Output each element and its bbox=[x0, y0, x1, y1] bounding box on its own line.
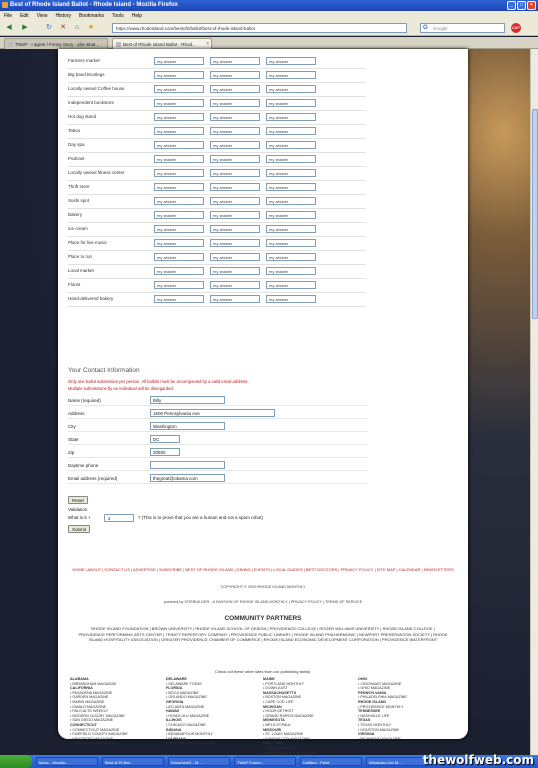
ballot-answer-input[interactable]: my answer bbox=[154, 253, 204, 261]
ballot-answer-input[interactable]: my answer bbox=[266, 225, 316, 233]
contact-field-label: Email address (required) bbox=[68, 476, 118, 481]
ballot-answer-input[interactable]: my answer bbox=[154, 169, 204, 177]
captcha-explanation: ? (This is to prove that you are a human and not a spam robot) bbox=[138, 515, 263, 520]
ballot-answer-input[interactable]: my answer bbox=[266, 253, 316, 261]
sister-site-link[interactable]: • RICHMOND MAGAZINE bbox=[358, 737, 407, 742]
navigation-toolbar bbox=[0, 20, 538, 36]
row-divider bbox=[68, 306, 366, 307]
sister-site-link[interactable]: • GARDEN MAGAZINE bbox=[70, 695, 128, 700]
ballot-row bbox=[68, 155, 368, 163]
ballot-answer-input[interactable]: my answer bbox=[210, 85, 260, 93]
row-divider bbox=[68, 292, 366, 293]
sister-site-link[interactable]: • DOWN EAST bbox=[263, 686, 316, 691]
taskbar-task[interactable]: Document1 - M... bbox=[168, 757, 230, 766]
state-heading: NEW YORK bbox=[263, 741, 284, 746]
ballot-row bbox=[68, 99, 368, 107]
sister-site-link[interactable]: • CINCINNATI MAGAZINE bbox=[358, 682, 407, 687]
ballot-answer-input[interactable]: my answer bbox=[266, 57, 316, 65]
favicon-icon bbox=[116, 42, 121, 47]
taskbar-task[interactable]: Untitled - Paint bbox=[300, 757, 362, 766]
contact-field-input[interactable]: Washington bbox=[150, 422, 225, 430]
ballot-answer-input[interactable]: my answer bbox=[154, 211, 204, 219]
sister-site-link[interactable]: • MPLS.ST.PAUL bbox=[263, 723, 316, 728]
ballot-answer-input[interactable]: my answer bbox=[266, 127, 316, 135]
sister-site-link[interactable]: • BOCA MAGAZINE bbox=[166, 691, 216, 696]
ballot-category-label: Hot dog stand bbox=[68, 114, 97, 119]
ballot-answer-input[interactable]: my answer bbox=[154, 239, 204, 247]
ballot-row bbox=[68, 281, 368, 289]
ballot-answer-input[interactable]: my answer bbox=[154, 85, 204, 93]
contact-heading: Your Contact Information bbox=[68, 367, 140, 374]
favicon-icon bbox=[8, 42, 13, 47]
ballot-category-label: Hand-delivered bakery bbox=[68, 296, 114, 301]
ballot-answer-input[interactable]: my answer bbox=[154, 71, 204, 79]
ballot-row bbox=[68, 183, 368, 191]
ballot-row bbox=[68, 211, 368, 219]
bookmark-star-icon[interactable]: ★ bbox=[87, 24, 95, 31]
state-heading: FLORIDA bbox=[166, 686, 183, 691]
ballot-row bbox=[68, 113, 368, 121]
ballot-row bbox=[68, 85, 368, 93]
search-input[interactable] bbox=[420, 23, 505, 33]
maximize-button[interactable]: □ bbox=[517, 1, 526, 10]
ballot-answer-input[interactable]: my answer bbox=[266, 267, 316, 275]
ballot-category-label: Day spa bbox=[68, 142, 85, 147]
row-divider bbox=[68, 278, 366, 279]
state-heading: GEORGIA bbox=[166, 699, 184, 704]
row-divider bbox=[68, 166, 366, 167]
row-divider bbox=[68, 180, 366, 181]
contact-note: Only one ballot submission per person. All ballots must be accompanied by a valid email address. bbox=[68, 379, 249, 384]
row-divider bbox=[68, 222, 366, 223]
contact-field-input[interactable]: Billy bbox=[150, 396, 225, 404]
sister-site-link[interactable]: • CAPE COD LIFE bbox=[263, 700, 316, 705]
state-heading: VIRGINIA bbox=[358, 732, 375, 737]
contact-row bbox=[68, 408, 368, 419]
ballot-answer-input[interactable]: my answer bbox=[210, 71, 260, 79]
ballot-answer-input[interactable]: my answer bbox=[154, 155, 204, 163]
ballot-answer-input[interactable]: my answer bbox=[210, 169, 260, 177]
ballot-answer-input[interactable]: my answer bbox=[210, 225, 260, 233]
community-partners-heading: COMMUNITY PARTNERS bbox=[224, 615, 302, 622]
ballot-answer-input[interactable]: my answer bbox=[154, 127, 204, 135]
close-button[interactable]: × bbox=[527, 1, 536, 10]
ballot-answer-input[interactable]: my answer bbox=[266, 281, 316, 289]
ballot-category-label: Local market bbox=[68, 268, 94, 273]
start-button[interactable] bbox=[0, 755, 32, 768]
abp-icon[interactable]: ABP bbox=[511, 23, 521, 33]
ballot-answer-input[interactable]: my answer bbox=[154, 225, 204, 233]
sister-site-link[interactable]: • HOUSTON MAGAZINE bbox=[358, 728, 407, 733]
ballot-answer-input[interactable]: my answer bbox=[266, 71, 316, 79]
state-heading: RHODE ISLAND bbox=[358, 699, 387, 704]
sister-site-link[interactable]: • ORLANDO MAGAZINE bbox=[166, 695, 216, 700]
contact-field-input[interactable] bbox=[150, 461, 225, 469]
sister-sites-column bbox=[358, 677, 407, 741]
menu-tools[interactable]: Tools bbox=[112, 13, 124, 19]
ballot-category-label: Bakery bbox=[68, 212, 83, 217]
state-heading: TENNESSEE bbox=[358, 709, 381, 714]
state-heading: HAWAII bbox=[166, 709, 180, 714]
sister-site-link[interactable]: • PROVIDENCE MONTHLY bbox=[358, 705, 407, 710]
state-heading: PENNSYLVANIA bbox=[358, 690, 387, 695]
state-heading: TEXAS bbox=[358, 718, 371, 723]
sister-sites-column bbox=[263, 677, 316, 760]
contact-field-input[interactable]: DC bbox=[150, 435, 180, 443]
ballot-answer-input[interactable]: my answer bbox=[154, 267, 204, 275]
sister-site-link[interactable]: • BOSTON MAGAZINE bbox=[263, 695, 316, 700]
ballot-row bbox=[68, 225, 368, 233]
ballot-answer-input[interactable]: my answer bbox=[266, 197, 316, 205]
menu-history[interactable]: History bbox=[55, 13, 71, 19]
state-heading: MASSACHUSETTS bbox=[263, 690, 297, 695]
taskbar-task[interactable]: Windows Live M... bbox=[366, 757, 428, 766]
sister-site-link[interactable]: • HOUR DETROIT bbox=[263, 709, 316, 714]
state-heading: DELAWARE bbox=[166, 677, 187, 681]
ballot-category-label: Florist bbox=[68, 282, 81, 287]
ballot-answer-input[interactable]: my answer bbox=[266, 99, 316, 107]
state-heading: ILLINOIS bbox=[166, 718, 182, 723]
contact-field-label: Name (required) bbox=[68, 398, 101, 403]
sister-site-link[interactable]: • OHIO MAGAZINE bbox=[358, 686, 407, 691]
ballot-answer-input[interactable]: my answer bbox=[210, 281, 260, 289]
sister-sites-column bbox=[166, 677, 216, 746]
search-placeholder: Google bbox=[433, 26, 448, 31]
menu-edit[interactable]: Edit bbox=[20, 13, 29, 19]
vertical-scrollbar[interactable] bbox=[530, 49, 538, 755]
contact-field-label: City bbox=[68, 424, 76, 429]
sister-site-link[interactable]: • HUDSON VALLEY MAGAZINE bbox=[263, 751, 316, 756]
sister-site-link[interactable]: • WESTPORT MAGAZINE bbox=[70, 737, 128, 742]
powered-by-text[interactable]: powered by SITEBUILDER - A DIVISION OF RHODE ISLAND MONTHLY | PRIVACY POLICY | TERMS OF SERVICE bbox=[163, 600, 363, 604]
row-divider bbox=[68, 194, 366, 195]
ballot-answer-input[interactable]: my answer bbox=[210, 253, 260, 261]
stop-icon[interactable]: ✕ bbox=[60, 24, 66, 31]
state-heading: CONNECTICUT bbox=[70, 722, 97, 727]
browser-viewport bbox=[0, 49, 530, 755]
ballot-answer-input[interactable]: my answer bbox=[210, 99, 260, 107]
ballot-row bbox=[68, 267, 368, 275]
ballot-category-label: Farmers market bbox=[68, 58, 100, 63]
minimize-button[interactable]: _ bbox=[507, 1, 516, 10]
ballot-answer-input[interactable]: my answer bbox=[210, 183, 260, 191]
ballot-answer-input[interactable]: my answer bbox=[210, 127, 260, 135]
sister-site-link[interactable]: • DELAWARE TODAY bbox=[166, 682, 216, 687]
ballot-answer-input[interactable]: my answer bbox=[210, 295, 260, 303]
sister-site-link[interactable]: • FAIRFIELD COUNTY MAGAZINE bbox=[70, 732, 128, 737]
window-titlebar bbox=[0, 0, 538, 11]
row-divider bbox=[68, 110, 366, 111]
state-heading: MINNESOTA bbox=[263, 718, 285, 723]
sister-site-link[interactable]: • PORTLAND MONTHLY bbox=[263, 682, 316, 687]
ballot-row bbox=[68, 141, 368, 149]
ballot-category-label: Locally owned fitness center bbox=[68, 170, 125, 175]
back-icon[interactable]: ◀ bbox=[6, 24, 12, 31]
ballot-row bbox=[68, 127, 368, 135]
tab-close-icon[interactable]: × bbox=[206, 41, 209, 47]
ballot-row bbox=[68, 57, 368, 65]
ballot-answer-input[interactable]: my answer bbox=[210, 155, 260, 163]
row-divider bbox=[68, 208, 366, 209]
tab-label: Best of Rhode Island Ballot - Rhod... bbox=[123, 42, 196, 47]
sister-site-link[interactable]: • MARIN MAGAZINE bbox=[70, 700, 128, 705]
sister-sites-heading: Check out these other sites from our publishing family: bbox=[214, 669, 312, 674]
ballot-answer-input[interactable]: my answer bbox=[266, 211, 316, 219]
ballot-answer-input[interactable]: my answer bbox=[154, 141, 204, 149]
contact-row bbox=[68, 447, 368, 458]
state-heading: MISSOURI bbox=[263, 727, 282, 732]
sister-site-link[interactable]: • PHILADELPHIA MAGAZINE bbox=[358, 695, 407, 700]
ballot-category-label: Place to run bbox=[68, 254, 93, 259]
forward-icon[interactable]: ▶ bbox=[22, 24, 28, 31]
ballot-answer-input[interactable]: my answer bbox=[266, 183, 316, 191]
tab-bar bbox=[0, 37, 538, 49]
sister-site-link[interactable]: • CONNECTICUT MAGAZINE bbox=[70, 728, 128, 733]
taskbar-task[interactable]: TWoP Forum... bbox=[234, 757, 296, 766]
sister-sites-column bbox=[70, 677, 128, 746]
row-divider bbox=[68, 138, 366, 139]
sister-site-link[interactable]: • CHICAGO MAGAZINE bbox=[166, 723, 216, 728]
sister-site-link[interactable]: • INDIANAPOLIS MONTHLY bbox=[166, 732, 216, 737]
submit-button[interactable]: Submit bbox=[68, 525, 90, 533]
footer-links[interactable]: HOME | ABOUT | CONTACT US | ADVERTISE | SUBSCRIBE | BEST OF RHODE ISLAND | DINING | EVENTS | LOCAL GUIDES | BEST DOCTORS | PRIVACY POLICY | SITE MAP | CALENDAR | NEWSLETTERS bbox=[72, 567, 454, 572]
tab-twop[interactable] bbox=[4, 38, 108, 49]
state-heading: LOUISIANA bbox=[166, 736, 187, 741]
ballot-answer-input[interactable]: my answer bbox=[210, 113, 260, 121]
menu-bookmarks[interactable]: Bookmarks bbox=[79, 13, 105, 19]
ballot-row bbox=[68, 71, 368, 79]
captcha-prompt: What is 5 + bbox=[68, 515, 91, 520]
state-heading: CALIFORNIA bbox=[70, 686, 93, 691]
menu-view[interactable]: View bbox=[36, 13, 48, 19]
state-heading: ALABAMA bbox=[70, 677, 89, 681]
menu-file[interactable]: File bbox=[4, 13, 13, 19]
contact-field-label: Daytime phone bbox=[68, 463, 99, 468]
ballot-category-label: Big band Bootlegs bbox=[68, 72, 105, 77]
state-heading: MICHIGAN bbox=[263, 704, 282, 709]
contact-field-input[interactable]: thegreat@obama.com bbox=[150, 474, 225, 482]
ballot-category-label: Thrift store bbox=[68, 184, 90, 189]
ballot-row bbox=[68, 169, 368, 177]
contact-row bbox=[68, 473, 368, 484]
watermark-text: thewolfweb.com bbox=[422, 753, 534, 767]
row-divider bbox=[68, 236, 366, 237]
ballot-answer-input[interactable]: my answer bbox=[154, 99, 204, 107]
sister-site-link[interactable]: • PASADENA MAGAZINE bbox=[70, 691, 128, 696]
reload-icon[interactable]: ↻ bbox=[46, 24, 52, 31]
ballot-row bbox=[68, 197, 368, 205]
copyright-text: COPYRIGHT © 2009 RHODE ISLAND MONTHLY bbox=[220, 585, 306, 589]
ballot-answer-input[interactable]: my answer bbox=[266, 113, 316, 121]
contact-field-label: Address bbox=[68, 411, 85, 416]
google-icon: G bbox=[423, 25, 428, 31]
state-heading: OHIO bbox=[358, 677, 368, 681]
sister-site-link[interactable]: • TEXAS MONTHLY bbox=[358, 723, 407, 728]
taskbar-task[interactable]: Inbox - Mozilla... bbox=[36, 757, 98, 766]
firefox-icon bbox=[2, 2, 8, 8]
validation-label: Validation bbox=[68, 507, 88, 512]
ballot-category-label: Locally owned Coffee house bbox=[68, 86, 125, 91]
ballot-answer-input[interactable]: my answer bbox=[266, 169, 316, 177]
sister-site-link[interactable]: • ATLANTA MAGAZINE bbox=[166, 705, 216, 710]
row-divider bbox=[68, 96, 366, 97]
scrollbar-thumb[interactable] bbox=[532, 109, 538, 319]
ballot-answer-input[interactable]: my answer bbox=[266, 85, 316, 93]
contact-row bbox=[68, 460, 368, 471]
url-input[interactable]: https://www.rhodeisland.com/bestofri/ballot/best-of-rhode-island-ballot bbox=[112, 23, 407, 33]
contact-field-label: State bbox=[68, 437, 79, 442]
ballot-answer-input[interactable]: my answer bbox=[154, 113, 204, 121]
contact-field-input[interactable]: 1600 Pennsylvania Ave bbox=[150, 409, 275, 417]
sister-site-link[interactable]: • SAN DIEGO MAGAZINE bbox=[70, 718, 128, 723]
ballot-answer-input[interactable]: my answer bbox=[266, 155, 316, 163]
ballot-row bbox=[68, 295, 368, 303]
contact-row bbox=[68, 395, 368, 406]
tab-label: TWoP - I agree / Funny Story - plot what... bbox=[15, 42, 100, 47]
sister-site-link[interactable]: • GREENWICH MAGAZINE bbox=[70, 741, 128, 746]
menu-bar bbox=[0, 11, 538, 20]
contact-field-label: Zip bbox=[68, 450, 75, 455]
ballot-answer-input[interactable]: my answer bbox=[210, 267, 260, 275]
contact-row bbox=[68, 434, 368, 445]
ballot-row bbox=[68, 253, 368, 261]
home-icon[interactable]: ⌂ bbox=[74, 24, 80, 31]
taskbar-task[interactable]: Best of RI Bal... bbox=[102, 757, 164, 766]
row-divider bbox=[68, 124, 366, 125]
ballot-answer-input[interactable]: my answer bbox=[154, 281, 204, 289]
row-divider bbox=[68, 68, 366, 69]
sister-site-link[interactable]: • DIABLO MAGAZINE bbox=[70, 705, 128, 710]
window-title: Best of Rhode Island Ballot - Rhode Island - Mozilla Firefox bbox=[10, 2, 179, 8]
row-divider bbox=[68, 152, 366, 153]
sister-site-link[interactable]: • MODERN LUXURY MAGAZINE bbox=[70, 714, 128, 719]
sister-site-link[interactable]: • PALO ALTO WEEKLY bbox=[70, 709, 128, 714]
ballot-answer-input[interactable]: my answer bbox=[210, 57, 260, 65]
ballot-answer-input[interactable]: my answer bbox=[154, 197, 204, 205]
ballot-answer-input[interactable]: my answer bbox=[266, 239, 316, 247]
sister-site-link[interactable]: • KANSAS CITY MAGAZINE bbox=[263, 737, 316, 742]
ballot-category-label: Sushi spot bbox=[68, 198, 90, 203]
ballot-row bbox=[68, 239, 368, 247]
ballot-answer-input[interactable]: my answer bbox=[266, 141, 316, 149]
sister-site-link[interactable]: • NASHVILLE LIFE bbox=[358, 714, 407, 719]
ballot-answer-input[interactable]: my answer bbox=[266, 295, 316, 303]
sister-site-link[interactable]: • HONOLULU MAGAZINE bbox=[166, 714, 216, 719]
sister-site-link[interactable]: • BUFFALO SPREE bbox=[263, 746, 316, 751]
ballot-category-label: Place for live music bbox=[68, 240, 107, 245]
contact-field-input[interactable]: 20500 bbox=[150, 448, 180, 456]
sister-site-link[interactable]: • BIRMINGHAM MAGAZINE bbox=[70, 682, 128, 687]
row-divider bbox=[68, 250, 366, 251]
ballot-answer-input[interactable]: my answer bbox=[210, 211, 260, 219]
sister-site-link[interactable]: • ST. LOUIS MAGAZINE bbox=[263, 732, 316, 737]
ballot-answer-input[interactable]: my answer bbox=[154, 183, 204, 191]
ballot-answer-input[interactable]: my answer bbox=[210, 141, 260, 149]
ballot-category-label: Independent bookstore bbox=[68, 100, 115, 105]
state-heading: MAINE bbox=[263, 677, 275, 681]
ballot-category-label: Podcast bbox=[68, 156, 85, 161]
ballot-answer-input[interactable]: my answer bbox=[154, 57, 204, 65]
state-heading: INDIANA bbox=[166, 727, 182, 732]
ballot-page bbox=[58, 49, 468, 755]
reset-button[interactable]: Reset bbox=[68, 496, 88, 504]
contact-row bbox=[68, 421, 368, 432]
sister-site-link[interactable]: • GRAND RAPIDS MAGAZINE bbox=[263, 714, 316, 719]
ballot-category-label: Ice cream bbox=[68, 226, 88, 231]
contact-note-multiple: Multiple submissions by an individual will be disregarded. bbox=[68, 386, 174, 391]
sister-site-link[interactable]: • NEW ORLEANS MAGAZINE bbox=[166, 741, 216, 746]
tab-ballot[interactable] bbox=[112, 38, 212, 49]
ballot-category-label: Tattoo bbox=[68, 128, 81, 133]
ballot-answer-input[interactable]: my answer bbox=[210, 197, 260, 205]
menu-help[interactable]: Help bbox=[131, 13, 142, 19]
row-divider bbox=[68, 264, 366, 265]
community-partners-list[interactable]: RHODE ISLAND FOUNDATION | BROWN UNIVERSITY | RHODE ISLAND SCHOOL OF DESIGN | PROVIDENCE COLLEGE | ROGER WILLIAMS UNIVERSITY | RHODE ISLAND COLLEGE | PROVIDENCE PERFORMING ARTS CENTER | TRINITY REPERTORY COMPANY | PROVIDENCE PUBLIC LIBRARY | RHODE ISLAND PHILHARMONIC | NEWPORT PRESERVATION SOCIETY | RHODE ISLAND HOSPITALITY ASSOCIATION | GREATER PROVIDENCE CHAMBER OF COMMERCE | RHODE ISLAND ECONOMIC DEVELOPMENT CORPORATION | PROVIDENCE WATERFRONT bbox=[78, 626, 448, 642]
row-divider bbox=[68, 82, 366, 83]
ballot-answer-input[interactable]: my answer bbox=[154, 295, 204, 303]
captcha-input[interactable]: 2 bbox=[104, 514, 134, 522]
ballot-answer-input[interactable]: my answer bbox=[210, 239, 260, 247]
